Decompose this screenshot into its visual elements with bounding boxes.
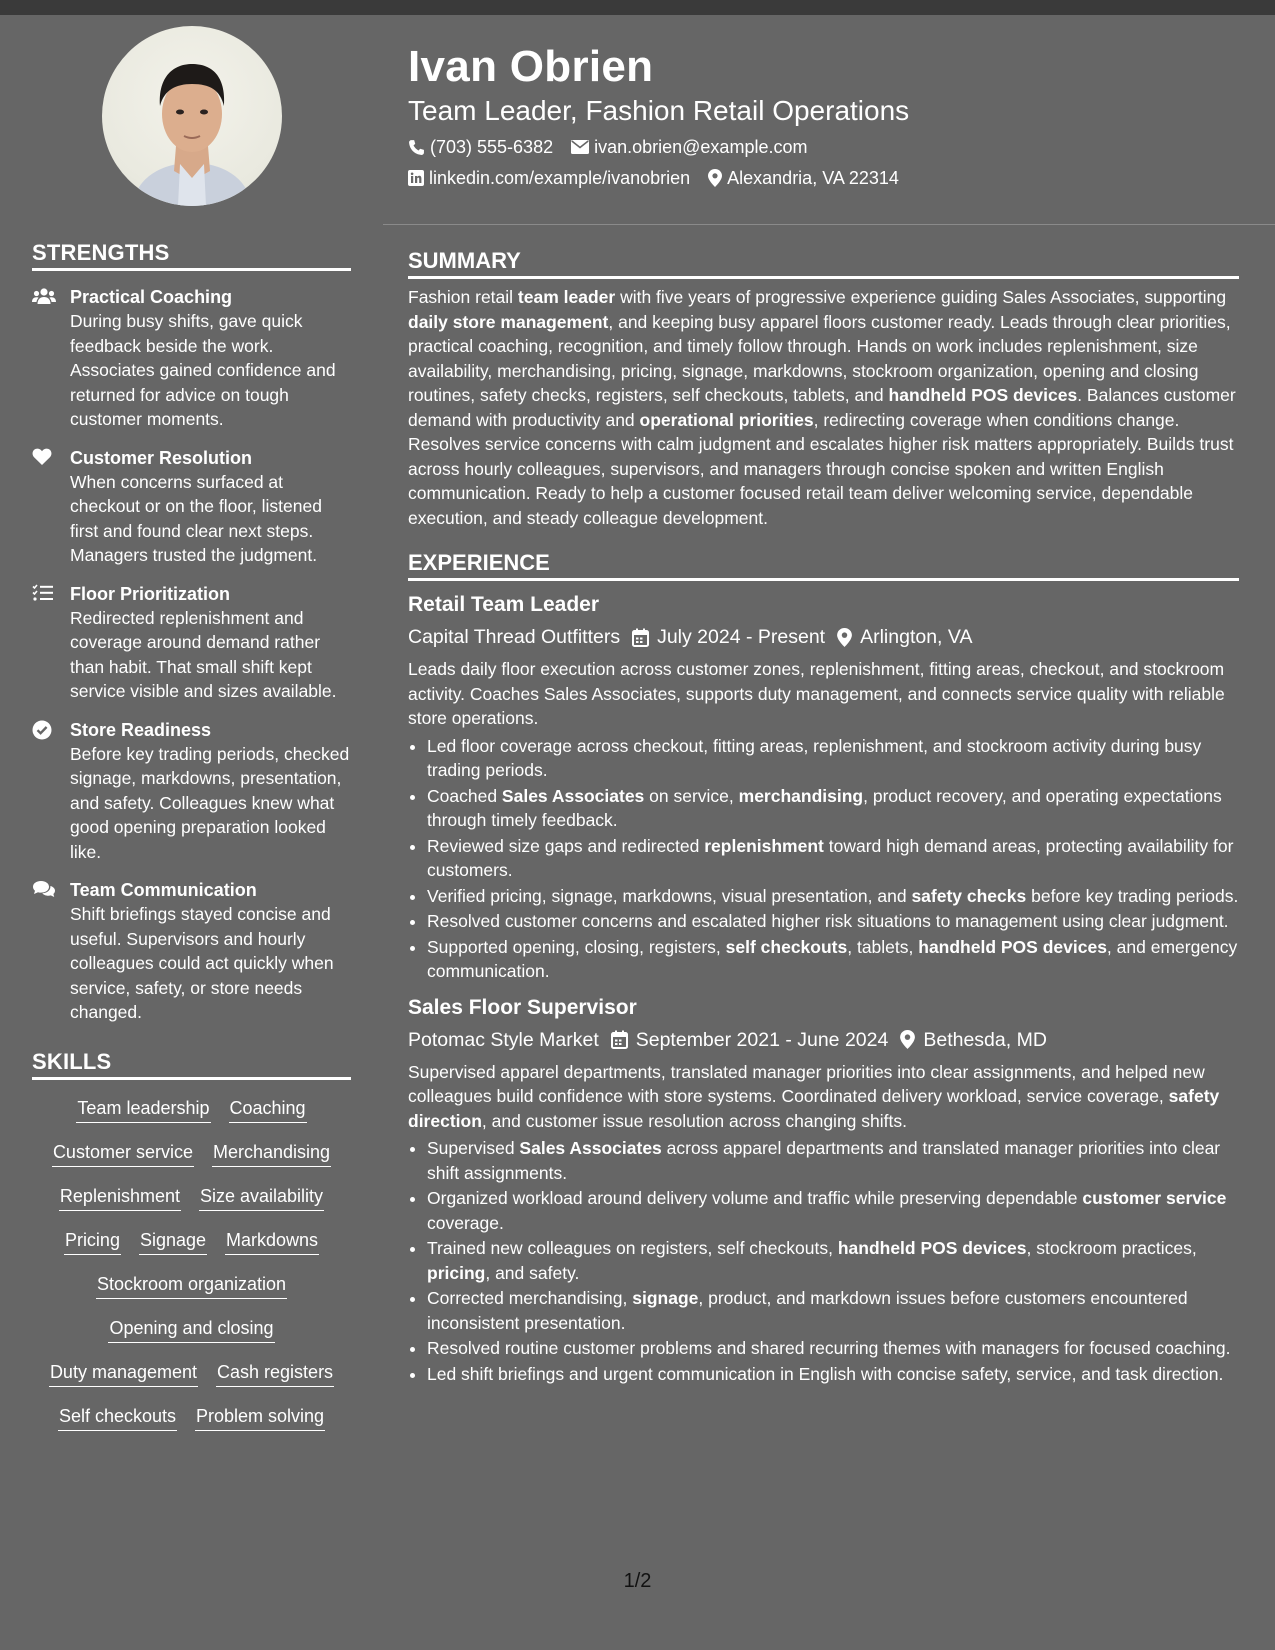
job-bullet: • Resolved customer concerns and escalated higher risk situations to management using clear judgment. [427,909,1239,934]
skill-tag: Cash registers [216,1360,334,1387]
emphasis: pricing [427,1262,486,1283]
envelope-icon [571,140,589,154]
strength-title: Team Communication [70,880,257,900]
job-bullet: • Coached Sales Associates on service, merchandising, product recovery, and operating expectations through timely feedback. [427,784,1239,833]
skill-tag: Duty management [49,1360,198,1387]
skill-row [32,1096,351,1123]
job-bullet: • Organized workload around delivery volume and traffic while preserving dependable customer service coverage. [427,1186,1239,1235]
summary-text: Fashion retail team leader with five years of progressive experience guiding Sales Associates, supporting daily store management, and keeping busy apparel floors customer ready. Leads through clear priorities, practical coaching, recognition, and timely follow through. Hands on work includes replenishment, size availability, merchandising, pricing, signage, markdowns, stockroom organization, opening and closing routines, safety checks, registers, self checkouts, tablets, and handheld POS devices. Balances customer demand with productivity and operational priorities, redirecting coverage when conditions change. Resolves service concerns with calm judgment and escalates higher risk matters appropriately. Builds trust across hourly colleagues, supervisors, and managers through concise spoken and written English communication. Ready to help a customer focused retail team deliver welcoming service, dependable execution, and steady colleague development. [408,287,1236,528]
linkedin-icon [408,170,424,186]
sidebar [32,26,351,1431]
strengths-list [32,285,351,1025]
comments-icon [32,878,70,1025]
skill-tag: Pricing [64,1228,121,1255]
skill-row [32,1272,351,1299]
strength-description: When concerns surfaced at checkout or on the floor, listened first and found clear next steps. Managers trusted the judgment. [70,471,322,565]
skill-tag: Stockroom organization [96,1272,287,1299]
strength-title: Store Readiness [70,719,212,740]
skill-tag: Opening and closing [108,1316,274,1343]
skill-tag: Merchandising [212,1140,331,1167]
skill-row [32,1140,351,1167]
skill-row [32,1228,351,1255]
strengths-heading: STRENGTHS [32,240,351,271]
job-description: Supervised apparel departments, translated manager priorities into clear assignments, and helped new colleagues build confidence with store systems. Coordinated delivery workload, service coverage, safety direction, and customer issue resolution across changing shifts. [408,1061,1220,1131]
job-title: Retail Team Leader [408,593,600,616]
skill-row [32,1404,351,1431]
skill-tag: Self checkouts [58,1404,177,1431]
job-bullet: • Led shift briefings and urgent communication in English with concise safety, service, and task direction. [427,1362,1239,1387]
skill-tag: Coaching [229,1096,307,1123]
job-location: Bethesda, MD [923,1028,1047,1051]
job-dates: July 2024 - Present [657,626,826,648]
emphasis: replenishment [704,835,824,856]
job-bullet: • Led floor coverage across checkout, fitting areas, replenishment, and stockroom activity during busy trading periods. [427,734,1239,783]
job-entry [408,591,1239,984]
map-marker-icon [708,169,722,187]
job-bullet: • Verified pricing, signage, markdowns, visual presentation, and safety checks before key trading periods. [427,884,1239,909]
emphasis: signage [632,1288,699,1308]
emphasis: Sales Associates [519,1138,662,1158]
emphasis: daily store management [408,311,609,332]
skill-row [32,1316,351,1343]
email-address[interactable]: ivan.obrien@example.com [594,137,808,157]
list-check-icon [32,582,70,704]
phone-number: (703) 555-6382 [430,137,554,157]
strength-title: Customer Resolution [70,447,253,468]
job-meta [408,623,1239,651]
emphasis: safety direction [408,1086,1220,1131]
skills-heading: SKILLS [32,1049,351,1080]
linkedin-url[interactable]: linkedin.com/example/ivanobrien [429,168,691,188]
strength-description: Redirected replenishment and coverage around demand rather than habit. That small shift kept service visible and sizes available. [70,607,337,701]
skill-tag: Markdowns [225,1228,319,1255]
job-entry [408,994,1239,1387]
job-bullet: • Supervised Sales Associates across apparel departments and translated manager priorities into clear shift assignments. [427,1136,1239,1185]
contact-row-1 [408,135,1239,159]
map-marker-icon [837,628,852,647]
job-bullet: • Supported opening, closing, registers, self checkouts, tablets, handheld POS devices, and emergency communication. [427,935,1239,984]
skill-tag: Problem solving [195,1404,325,1431]
profile-photo [102,26,282,206]
experience-heading: EXPERIENCE [408,550,1239,581]
emphasis: handheld POS devices [837,1238,1027,1258]
summary-heading: SUMMARY [408,248,1239,279]
emphasis: handheld POS devices [918,936,1107,957]
strength-description: Before key trading periods, checked signage, markdowns, presentation, and safety. Colleagues knew what good opening preparation looked like. [70,743,350,862]
skill-tag: Customer service [52,1140,194,1167]
job-bullets [408,734,1239,984]
emphasis: team leader [517,287,616,307]
phone-icon [408,139,425,156]
job-bullet: • Corrected merchandising, signage, product, and markdown issues before customers encountered inconsistent presentation. [427,1286,1239,1335]
job-title: Sales Floor Supervisor [408,995,637,1019]
emphasis: safety checks [911,885,1027,906]
heart-icon [32,446,70,568]
job-meta [408,1026,1239,1054]
strength-description: Shift briefings stayed concise and useful. Supervisors and hourly colleagues could act quickly when service, safety, or store needs changed. [70,904,334,1022]
skill-tag: Team leadership [76,1096,210,1123]
strength-item [32,582,351,704]
skill-row [32,1360,351,1387]
skills-list [32,1096,351,1431]
job-bullet: • Reviewed size gaps and redirected replenishment toward high demand areas, protecting availability for customers. [427,834,1239,883]
emphasis: handheld POS devices [888,385,1078,405]
users-icon [32,285,70,432]
skill-tag: Signage [139,1228,207,1255]
emphasis: self checkouts [725,936,848,957]
job-dates: September 2021 - June 2024 [635,1028,889,1051]
strength-item [32,718,351,865]
job-bullet: • Resolved routine customer problems and shared recurring themes with managers for focused coaching. [427,1336,1239,1361]
company-name: Capital Thread Outfitters [408,626,621,648]
emphasis: merchandising [738,785,864,806]
contact-row-2 [408,166,1239,190]
emphasis: customer service [1082,1188,1227,1208]
candidate-title: Team Leader, Fashion Retail Operations [408,95,910,126]
calendar-icon [632,628,649,647]
job-bullets [408,1136,1239,1386]
strength-item [32,878,351,1025]
strength-title: Floor Prioritization [70,583,230,604]
strength-description: During busy shifts, gave quick feedback beside the work. Associates gained confidence and returned for advice on tough customer moments. [70,311,336,429]
skill-tag: Replenishment [59,1184,181,1211]
job-bullet: • Trained new colleagues on registers, self checkouts, handheld POS devices, stockroom practices, pricing, and safety. [427,1236,1239,1285]
company-name: Potomac Style Market [408,1028,599,1051]
candidate-name: Ivan Obrien [408,42,654,91]
skill-row [32,1184,351,1211]
map-marker-icon [900,1030,915,1049]
skill-tag: Size availability [199,1184,324,1211]
calendar-icon [611,1030,628,1049]
job-location: Arlington, VA [860,626,973,648]
page-number: 1/2 [623,1570,652,1592]
top-bar [0,0,1275,15]
job-description: Leads daily floor execution across customer zones, replenishment, fitting areas, checkout, and stockroom activity. Coaches Sales Associates, supports duty management, and connects service quality with reliable store operations. [408,659,1225,728]
strength-item [32,285,351,432]
strength-title: Practical Coaching [70,287,233,307]
strength-item [32,446,351,568]
emphasis: operational priorities [639,409,814,430]
location: Alexandria, VA 22314 [727,168,899,188]
emphasis: Sales Associates [501,785,645,806]
main-content [408,40,1239,1387]
check-circle-icon [32,718,70,865]
